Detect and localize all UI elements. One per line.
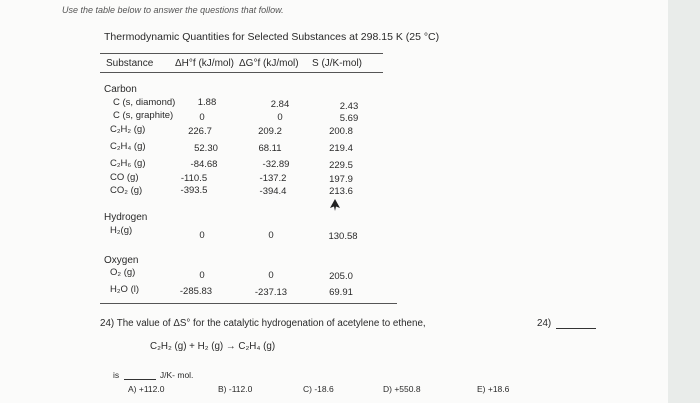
table-cell-dhf: 226.7 [188,126,212,137]
group-label-hydrogen: Hydrogen [104,212,148,223]
table-cell-s: 197.9 [329,174,353,185]
table-row-substance: CO₂ (g) [110,185,143,196]
table-cell-dhf: 0 [199,230,205,241]
table-cell-dhf: 0 [199,112,205,123]
table-cell-s: 213.6 [329,186,353,197]
table-cell-dhf: -393.5 [180,185,208,196]
header-entropy: S (J/K-mol) [312,58,362,69]
table-row-substance: CO (g) [110,172,139,183]
header-dgf: ΔG°f (kJ/mol) [239,58,299,69]
table-cell-dgf: 0 [268,230,274,241]
table-cell-dhf: 52.30 [194,143,218,154]
table-row-substance: C (s, diamond) [113,97,176,108]
table-cell-dgf: -137.2 [259,173,287,184]
table-cell-s: 205.0 [329,271,353,282]
choice-c[interactable]: C) -18.6 [303,384,334,394]
table-cell-s: 2.43 [339,101,359,112]
header-dhf: ΔH°f (kJ/mol) [175,58,235,69]
inline-answer-blank[interactable] [124,371,156,380]
table-top-rule [100,53,383,54]
table-cell-dgf: -394.4 [259,186,287,197]
table-cell-dhf: 1.88 [197,97,217,108]
table-cell-dgf: 0 [277,112,283,123]
table-cell-dgf: 68.11 [258,143,282,154]
choice-a[interactable]: A) +112.0 [128,384,165,394]
choice-d[interactable]: D) +550.8 [383,384,421,394]
table-cell-dhf: -285.83 [179,286,213,297]
table-row-substance: H₂O (l) [110,284,140,295]
instruction-text: Use the table below to answer the questions that follow. [62,5,284,15]
question-text: 24) The value of ΔS° for the catalytic hydrogenation of acetylene to ethene, [100,318,426,329]
table-cell-s: 130.58 [328,231,358,242]
table-row-substance: O₂ (g) [110,267,136,278]
table-row-substance: C₂H₆ (g) [110,158,146,169]
group-label-oxygen: Oxygen [104,255,139,266]
page-margin [668,0,700,403]
answer-blank[interactable] [556,328,596,329]
table-cell-dhf: -84.68 [190,159,218,170]
table-cell-dhf: 0 [199,270,205,281]
header-substance: Substance [106,58,154,69]
mouse-pointer-icon [329,199,341,211]
answer-prompt-prefix: is [113,370,120,380]
question-number-right: 24) [537,318,552,329]
table-cell-s: 200.8 [329,126,353,137]
answer-prompt [113,370,193,380]
table-header-rule [100,72,383,73]
table-row-substance: H₂(g) [110,225,133,236]
table-cell-s: 229.5 [329,160,353,171]
table-bottom-rule [100,303,397,304]
answer-unit: J/K- mol. [159,370,194,380]
table-cell-dhf: -110.5 [180,173,208,184]
reaction-equation: C₂H₂ (g) + H₂ (g) → C₂H₄ (g) [150,341,276,352]
table-title: Thermodynamic Quantities for Selected Substances at 298.15 K (25 °C) [104,31,440,43]
table-cell-dgf: -32.89 [262,159,290,170]
table-cell-dgf: -237.13 [254,287,288,298]
choice-b[interactable]: B) -112.0 [218,384,253,394]
table-row-substance: C₂H₂ (g) [110,124,146,135]
table-cell-dgf: 0 [268,270,274,281]
group-label-carbon: Carbon [104,84,137,95]
table-row-substance: C₂H₄ (g) [110,141,146,152]
table-cell-s: 69.91 [329,287,353,298]
table-cell-dgf: 209.2 [258,126,282,137]
choice-e[interactable]: E) +18.6 [477,384,510,394]
table-row-substance: C (s, graphite) [113,110,174,121]
table-cell-s: 5.69 [339,113,359,124]
table-cell-s: 219.4 [329,143,353,154]
table-cell-dgf: 2.84 [270,99,290,110]
